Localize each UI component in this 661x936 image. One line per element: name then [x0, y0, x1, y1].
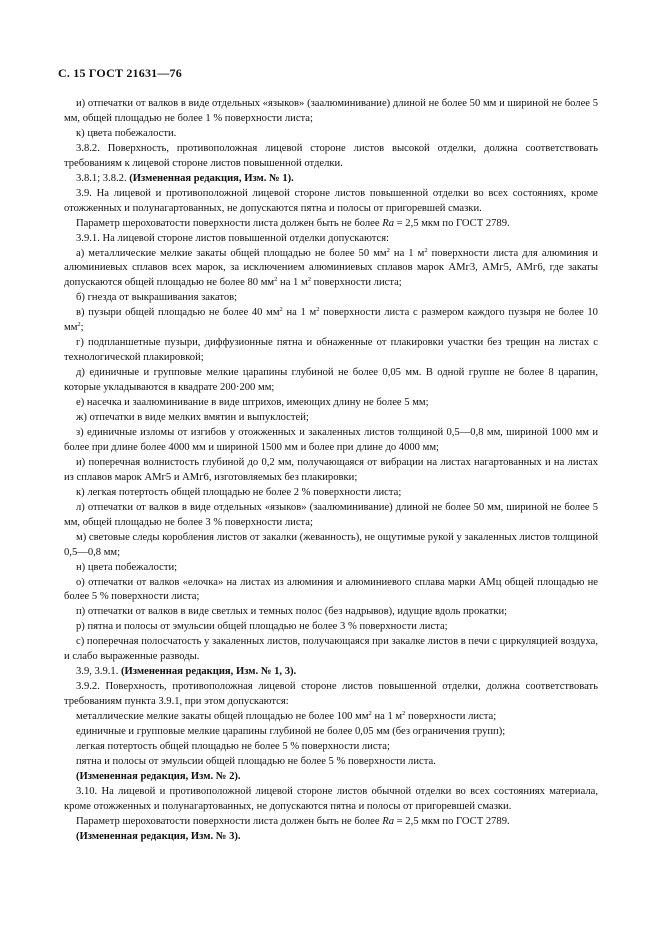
document-body: [64, 97, 598, 845]
text-segment: Параметр шероховатости поверхности листа должен быть не более: [76, 815, 383, 827]
paragraph: [64, 411, 598, 426]
paragraph: [64, 366, 598, 396]
text-segment: 3.9.1. На лицевой стороне листов повышенной отделки допускаются:: [76, 232, 390, 244]
text-segment: на 1 м: [389, 247, 425, 259]
paragraph: [64, 680, 598, 710]
paragraph: [64, 785, 598, 815]
text-segment: н) цвета побежалости;: [76, 561, 178, 573]
text-segment: б) гнезда от выкрашивания закатов;: [76, 292, 238, 304]
paragraph: [64, 456, 598, 486]
text-segment: = 2,5 мкм по ГОСТ 2789.: [394, 815, 510, 827]
paragraph: [64, 755, 598, 770]
text-segment: 3.10. На лицевой и противоположной лицевой стороне листов обычной отделки во всех состояниях материала, кроме отожженных и полунагартованных, не допускаются пятна и полосы от пригоревшей смазки.: [64, 785, 598, 812]
paragraph: [64, 815, 598, 830]
page-header: С. 15 ГОСТ 21631—76: [58, 66, 182, 80]
superscript: 2: [386, 246, 390, 254]
text-segment: п) отпечатки от валков в виде светлых и темных полос (без надрывов), идущие вдоль прокатки;: [76, 606, 508, 618]
text-segment: на 1 м: [277, 277, 308, 289]
text-segment: Параметр шероховатости поверхности листа должен быть не более: [76, 217, 383, 229]
superscript: 2: [424, 246, 428, 254]
amendment-note: (Измененная редакция, Изм. № 1, 3).: [121, 666, 297, 678]
paragraph: [64, 620, 598, 635]
text-segment: поверхности листа для алюминия и алюминиевых сплавов всех марок, за исключением алюминиевых сплавов марок АМг3, АМг5, АМг6, где закаты допускаются общей площадью не более 80 мм: [64, 247, 598, 289]
paragraph: [64, 172, 598, 187]
paragraph: [64, 187, 598, 217]
paragraph: [64, 740, 598, 755]
superscript: 2: [279, 306, 283, 314]
text-segment: 3.8.1; 3.8.2.: [76, 172, 130, 184]
text-segment: к) легкая потертость общей площадью не более 2 % поверхности листа;: [76, 486, 402, 498]
paragraph: [64, 426, 598, 456]
paragraph: [64, 501, 598, 531]
paragraph: [64, 247, 598, 292]
superscript: 2: [77, 321, 81, 329]
text-segment: в) пузыри общей площадью не более 40 мм: [76, 307, 280, 319]
amendment-note: (Измененная редакция, Изм. № 1).: [129, 172, 294, 184]
text-segment: на 1 м: [371, 711, 403, 723]
text-segment: к) цвета побежалости.: [76, 127, 177, 139]
text-segment: о) отпечатки от валков «елочка» на листах из алюминия и алюминиевого сплава марки АМц общей площадью не более 5 % поверхности листа;: [64, 576, 598, 603]
text-segment: г) подпланшетные пузыри, диффузионные пятна и обнаженные от плакировки участки без трещин на листах с технологической плакировкой;: [64, 337, 598, 364]
superscript: 2: [307, 276, 311, 284]
symbol-ra: Ra: [382, 815, 395, 827]
text-segment: пятна и полосы от эмульсии общей площадью не более 5 % поверхности листа.: [76, 755, 436, 767]
text-segment: единичные и групповые мелкие царапины глубиной не более 0,05 мм (без ограничения групп);: [76, 726, 506, 738]
text-segment: поверхности листа;: [310, 277, 402, 289]
paragraph: [64, 232, 598, 247]
superscript: 2: [402, 710, 406, 718]
symbol-ra: Ra: [382, 217, 395, 229]
paragraph: [64, 142, 598, 172]
text-segment: а) металлические мелкие закаты общей площадью не более 50 мм: [76, 247, 387, 259]
paragraph: [64, 605, 598, 620]
paragraph: [64, 665, 598, 680]
paragraph: [64, 97, 598, 127]
text-segment: 3.9, 3.9.1.: [76, 666, 122, 678]
superscript: 2: [274, 276, 278, 284]
paragraph: [64, 291, 598, 306]
paragraph: [64, 635, 598, 665]
text-segment: и) отпечатки от валков в виде отдельных «языков» (заалюминивание) длиной не более 50 мм и шириной не более 5 мм, общей площадью не более 1 % поверхности листа;: [64, 98, 598, 124]
text-segment: = 2,5 мкм по ГОСТ 2789.: [394, 217, 510, 229]
paragraph: [64, 217, 598, 232]
amendment-note: (Измененная редакция, Изм. № 3).: [76, 830, 241, 842]
paragraph: [64, 336, 598, 366]
text-segment: ж) отпечатки в виде мелких вмятин и выпуклостей;: [76, 412, 309, 424]
text-segment: металлические мелкие закаты общей площадью не более 100 мм: [76, 711, 369, 723]
text-segment: легкая потертость общей площадью не более 5 % поверхности листа;: [76, 740, 390, 752]
text-segment: поверхности листа с размером каждого пузыря не более 10 мм: [64, 307, 598, 334]
paragraph: [64, 561, 598, 576]
paragraph: [64, 770, 598, 785]
text-segment: на 1 м: [282, 307, 317, 319]
text-segment: л) отпечатки от валков в виде отдельных «языков» (заалюминивание) длиной не более 50 мм, шириной не более 5 мм, общей площадью не более 3 % поверхности листа;: [64, 501, 598, 528]
text-segment: м) световые следы коробления листов от закалки (жеванность), не ощутимые рукой у закаленных листов толщиной 0,5—0,8 мм;: [64, 531, 598, 558]
paragraph: [64, 306, 598, 336]
text-segment: с) поперечная полосчатость у закаленных листов, получающаяся при закалке листов в печи с циркуляцией воздуха, и слабо выраженные разводы.: [64, 636, 598, 663]
paragraph: [64, 486, 598, 501]
text-segment: поверхности листа;: [405, 711, 497, 723]
paragraph: [64, 576, 598, 606]
paragraph: [64, 396, 598, 411]
paragraph: [64, 531, 598, 561]
text-segment: и) поперечная волнистость глубиной до 0,2 мм, получающаяся от вибрации на листах нагартованных и на листах из сплавов марок АМг5 и АМг6, изготовляемых без плакировки;: [64, 456, 598, 483]
paragraph: [64, 725, 598, 740]
paragraph: [64, 127, 598, 142]
text-segment: 3.9.2. Поверхность, противоположная лицевой стороне листов повышенной отделки, должна соответствовать требованиям пункта 3.9.1, при этом допускаются:: [64, 681, 598, 708]
text-segment: з) единичные изломы от изгибов у отожженных и закаленных листов толщиной 0,5—0,8 мм, шириной 1000 мм и более при длине более 4000 мм и шириной 1500 мм и более при длине до 4000 мм;: [64, 426, 598, 453]
superscript: 2: [368, 710, 372, 718]
text-segment: ;: [80, 322, 84, 334]
paragraph: [64, 710, 598, 725]
text-segment: 3.8.2. Поверхность, противоположная лицевой стороне листов высокой отделки, должна соответствовать требованиям к лицевой стороне листов повышенной отделки.: [64, 142, 598, 169]
text-segment: р) пятна и полосы от эмульсии общей площадью не более 3 % поверхности листа;: [76, 621, 448, 633]
text-segment: 3.9. На лицевой и противоположной лицевой стороне листов повышенной отделки во всех состояниях, кроме отожженных и полунагартованных, не допускаются пятна и полосы от пригоревшей смазки.: [64, 187, 598, 214]
paragraph: [64, 830, 598, 845]
text-segment: д) единичные и групповые мелкие царапины глубиной не более 0,05 мм. В одной группе не более 8 царапин, которые укладываются в квадрате 200·200 мм;: [64, 367, 598, 394]
text-segment: е) насечка и заалюминивание в виде штрихов, имеющих длину не более 5 мм;: [76, 397, 429, 409]
amendment-note: (Измененная редакция, Изм. № 2).: [76, 770, 241, 782]
superscript: 2: [316, 306, 320, 314]
